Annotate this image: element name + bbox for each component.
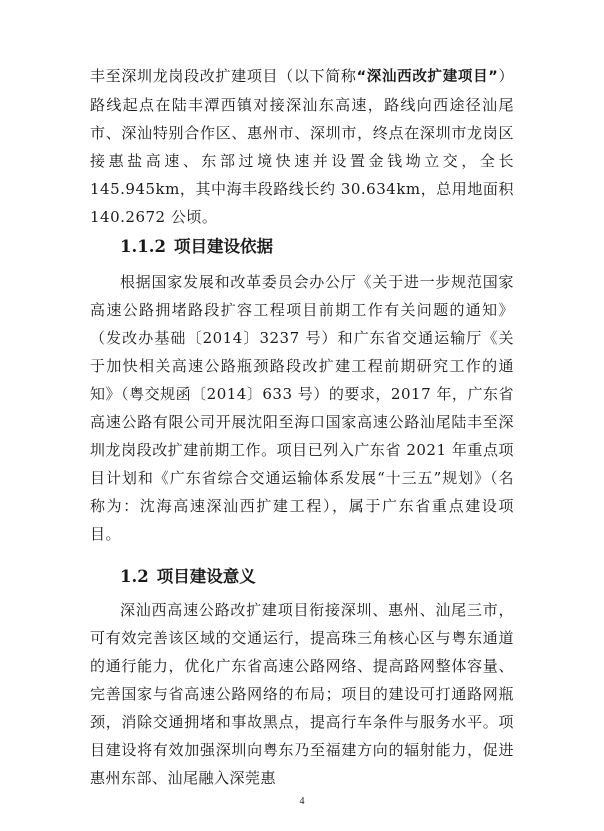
paragraph-text-tail: ）路线起点在陆丰潭西镇对接深汕东高速，路线向西途径汕尾市、深汕特别合作区、惠州市、深圳市，终点在深圳市龙岗区接惠盐高速、东部过境快速并设置金钱坳立交，全长 145.945km，其中海丰段路线长约 30.634km，总用地面积 140.2672 公顷。 (90, 67, 514, 226)
section-heading-basis (120, 236, 273, 258)
section-title: 项目建设意义 (156, 567, 256, 586)
page-number: 4 (299, 796, 305, 807)
section-number: 1.1.2 (120, 237, 166, 256)
paragraph-project-basis: 根据国家发展和改革委员会办公厅《关于进一步规范国家高速公路拥堵路段扩容工程项目前期工作有关问题的通知》（发改办基础〔2014〕3237 号）和广东省交通运输厅《关于加快相关高速公路瓶颈路段改扩建工程前期研究工作的通知》（粤交规函〔2014〕633 号）的要求，2017 年，广东省高速公路有限公司开展沈阳至海口国家高速公路汕尾陆丰至深圳龙岗段改扩建前期工作。项目已列入广东省 2021 年重点项目计划和《广东省综合交通运输体系发展“十三五”规划》（名称为：沈海高速深汕西扩建工程），属于广东省重点建设项目。 (90, 273, 514, 543)
project-short-name: “深汕西改扩建项目” (356, 69, 499, 85)
paragraph-route-description (90, 62, 514, 231)
section-heading-significance (120, 566, 256, 588)
paragraph-text-lead: 丰至深圳龙岗段改扩建项目（以下简称 (90, 67, 357, 85)
section-title: 项目建设依据 (173, 237, 273, 256)
section-number: 1.2 (120, 567, 149, 586)
paragraph-project-significance: 深汕西高速公路改扩建项目衔接深圳、惠州、汕尾三市，可有效完善该区域的交通运行，提高珠三角核心区与粤东通道的通行能力，优化广东省高速公路网络、提高路网整体容量、完善国家与省高速公路网络的布局；项目的建设可打通路网瓶颈，消除交通拥堵和事故黑点，提高行车条件与服务水平。项目建设将有效加强深圳向粤东乃至福建方向的辐射能力，促进惠州东部、汕尾融入深莞惠 (90, 601, 514, 787)
